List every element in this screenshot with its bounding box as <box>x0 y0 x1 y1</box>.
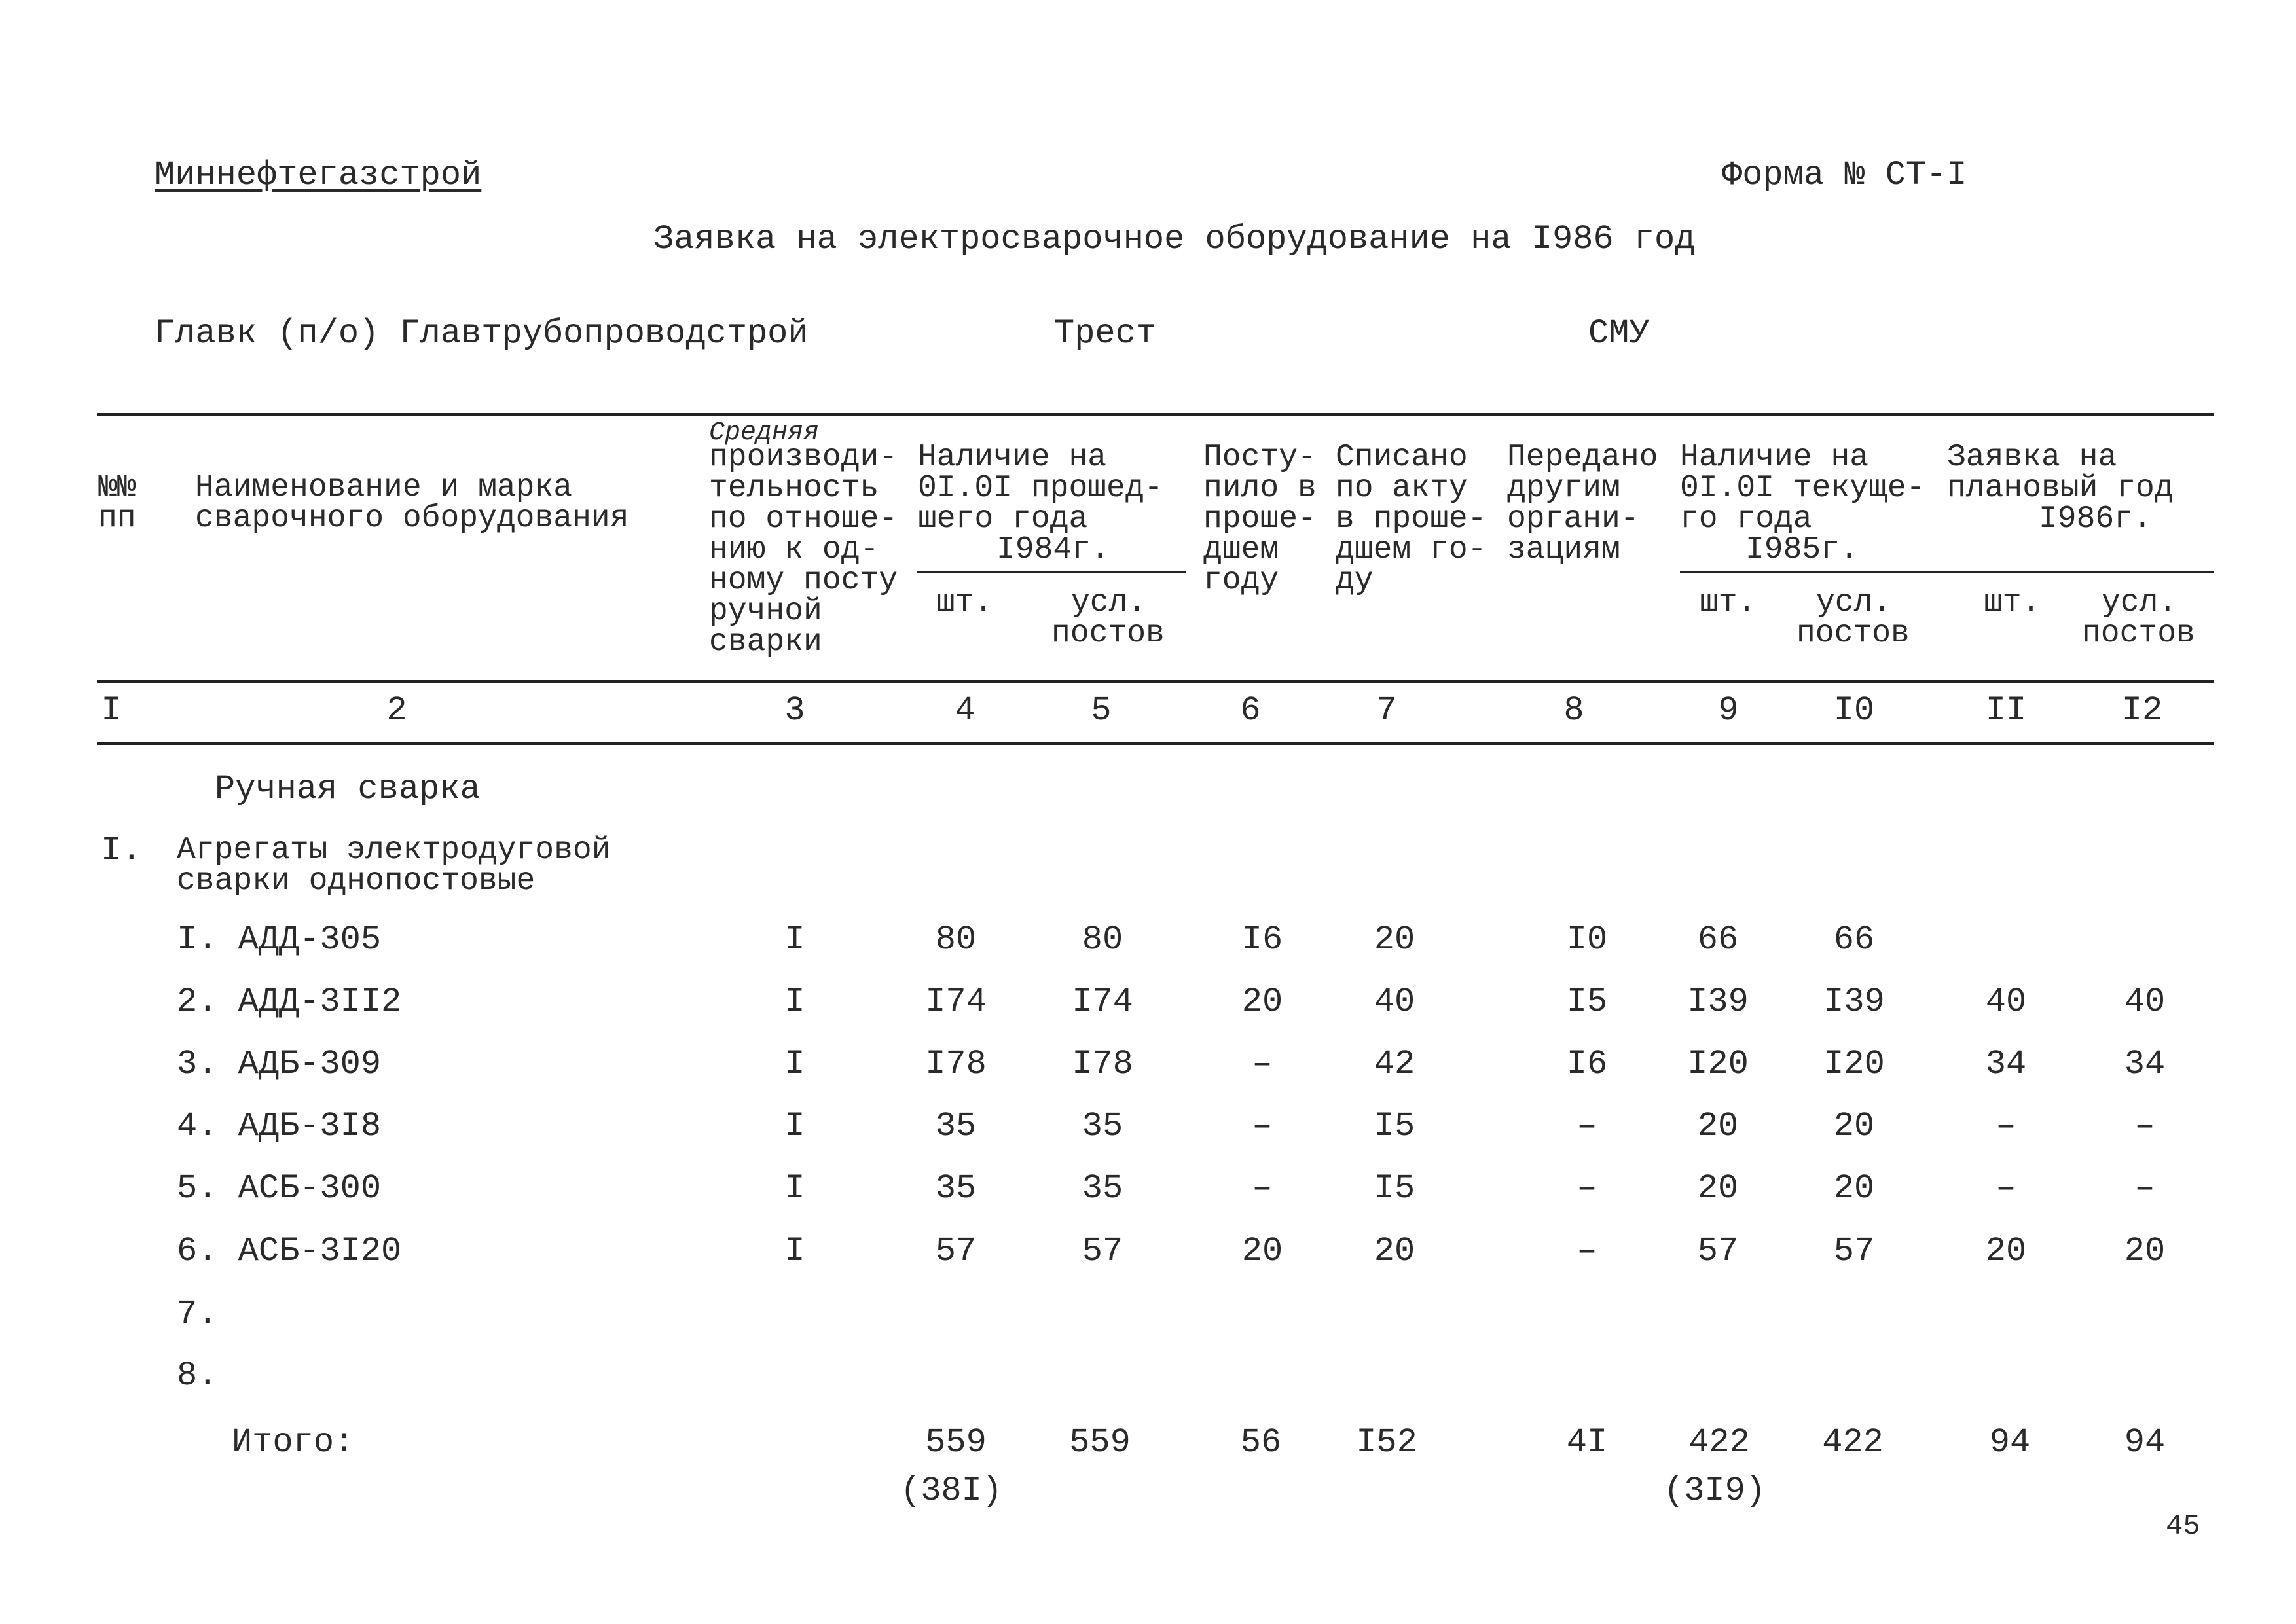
row-cell-c12: 40 <box>2124 983 2166 1021</box>
header-col910-group: Наличие на 0I.0I текуще- го года I985г. <box>1680 440 1925 568</box>
row-cell-c10: 20 <box>1833 1107 1875 1146</box>
glavk-label: Главк (п/о) Главтрубопроводстрой <box>155 314 809 353</box>
group-rule-col1112 <box>1947 571 2214 573</box>
header-col2: Наименование и марка сварочного оборудования <box>195 470 629 536</box>
total-c5: 559 <box>1069 1423 1131 1462</box>
header-col5-usl: усл. постов <box>1051 585 1165 651</box>
row-cell-c7: 40 <box>1374 983 1415 1021</box>
row-name: 6. АСБ-3I20 <box>177 1232 402 1271</box>
row-cell-c12: – <box>2134 1169 2155 1208</box>
row-cell-c4: 57 <box>935 1232 977 1271</box>
colnum-5: 5 <box>1091 691 1112 730</box>
header-col1112-group: Заявка на плановый год I986г. <box>1947 440 2174 537</box>
row-cell-c7: 20 <box>1374 1232 1415 1271</box>
row-cell-c7: I5 <box>1374 1169 1415 1208</box>
row-cell-c6: 20 <box>1241 1232 1283 1271</box>
colnum-6: 6 <box>1240 691 1261 730</box>
colnum-9: 9 <box>1718 691 1739 730</box>
row-cell-c6: – <box>1252 1107 1273 1146</box>
row-cell-c9: 20 <box>1697 1107 1739 1146</box>
row-cell-c7: I5 <box>1374 1107 1415 1146</box>
row-cell-c8: – <box>1576 1169 1597 1208</box>
header-col45-group: Наличие на 0I.0I прошед- шего года I984г. <box>918 440 1163 568</box>
colnum-10: I0 <box>1833 691 1875 730</box>
row-cell-c11: – <box>1995 1107 2016 1146</box>
colnum-8: 8 <box>1563 691 1584 730</box>
total-c9-sub: (3I9) <box>1664 1471 1766 1510</box>
row-name: 2. АДД-3II2 <box>177 983 402 1021</box>
row-cell-c5: 35 <box>1082 1107 1123 1146</box>
row-cell-c12: 34 <box>2124 1045 2166 1083</box>
row-cell-c12: – <box>2134 1107 2155 1146</box>
total-label: Итого: <box>232 1423 355 1462</box>
row-cell-c8: I6 <box>1566 1045 1608 1083</box>
header-bottom-rule <box>97 680 2214 683</box>
row-cell-c3: I <box>784 1107 805 1146</box>
page-title: Заявка на электросварочное оборудование на I986 год <box>653 220 1696 259</box>
trest-label: Трест <box>1054 314 1157 353</box>
row-cell-c3: I <box>784 1232 805 1271</box>
row-cell-c6: I6 <box>1241 920 1283 959</box>
total-c7: I52 <box>1356 1423 1417 1462</box>
row-cell-c12: 20 <box>2124 1232 2166 1271</box>
colnum-7: 7 <box>1376 691 1397 730</box>
header-col8: Передано другим органи- зациям <box>1507 440 1658 568</box>
ministry-name: Миннефтегазстрой <box>155 156 482 194</box>
total-c6: 56 <box>1240 1423 1282 1462</box>
colnum-1: I <box>101 691 122 730</box>
row-cell-c10: I20 <box>1823 1045 1885 1083</box>
form-number: Форма № СТ-I <box>1722 156 1967 194</box>
header-col9-sht: шт. <box>1700 585 1757 621</box>
row-cell-c11: 34 <box>1985 1045 2027 1083</box>
row-cell-c10: I39 <box>1823 983 1885 1021</box>
total-c10: 422 <box>1822 1423 1884 1462</box>
row-cell-c8: I0 <box>1566 920 1608 959</box>
row-name: 7. <box>177 1295 218 1333</box>
row-cell-c3: I <box>784 983 805 1021</box>
header-col7: Списано по акту в проше- дшем го- ду <box>1336 440 1487 598</box>
colnum-12: I2 <box>2121 691 2163 730</box>
row-cell-c6: 20 <box>1241 983 1283 1021</box>
row-cell-c7: 20 <box>1374 920 1415 959</box>
group-rule-col45 <box>917 571 1186 573</box>
row-cell-c8: – <box>1576 1232 1597 1271</box>
row-cell-c4: I74 <box>925 983 987 1021</box>
row-cell-c9: 57 <box>1697 1232 1739 1271</box>
row-cell-c11: 20 <box>1985 1232 2027 1271</box>
row-cell-c3: I <box>784 1045 805 1083</box>
header-col3: производи- тельность по отноше- нию к од- ному посту ручной сварки <box>709 440 898 660</box>
header-col4-sht: шт. <box>936 585 993 621</box>
row-name: 5. АСБ-300 <box>177 1169 382 1208</box>
total-c8: 4I <box>1566 1423 1608 1462</box>
header-col1: №№ пп <box>98 470 136 536</box>
row-cell-c5: 57 <box>1082 1232 1123 1271</box>
row-cell-c5: 35 <box>1082 1169 1123 1208</box>
row-cell-c11: – <box>1995 1169 2016 1208</box>
row-cell-c9: I39 <box>1687 983 1749 1021</box>
header-col11-sht: шт. <box>1984 585 2041 621</box>
smu-label: СМУ <box>1588 314 1650 353</box>
row-cell-c4: 35 <box>935 1107 977 1146</box>
row-cell-c5: I78 <box>1072 1045 1133 1083</box>
row-cell-c10: 66 <box>1833 920 1875 959</box>
table-top-rule <box>97 413 2214 416</box>
colnum-11: II <box>1985 691 2027 730</box>
section-title: Ручная сварка <box>215 770 481 808</box>
header-col10-usl: усл. постов <box>1796 585 1910 651</box>
row-name: 8. <box>177 1356 218 1395</box>
group-title: Агрегаты электродуговой сварки однопостовые <box>177 833 611 899</box>
page-mark: 45 <box>2166 1510 2200 1543</box>
colnum-2: 2 <box>386 691 407 730</box>
header-col3-small: Средняя <box>709 418 820 448</box>
row-cell-c10: 57 <box>1833 1232 1875 1271</box>
row-cell-c3: I <box>784 920 805 959</box>
header-col6: Посту- пило в проше- дшем году <box>1203 440 1317 598</box>
colnum-4: 4 <box>955 691 975 730</box>
row-name: I. АДД-305 <box>177 920 382 959</box>
colnum-3: 3 <box>784 691 805 730</box>
row-cell-c4: 80 <box>935 920 977 959</box>
row-cell-c8: – <box>1576 1107 1597 1146</box>
group-rule-col910 <box>1680 571 1950 573</box>
row-cell-c9: I20 <box>1687 1045 1749 1083</box>
row-cell-c6: – <box>1252 1169 1273 1208</box>
row-cell-c10: 20 <box>1833 1169 1875 1208</box>
total-c11: 94 <box>1989 1423 2031 1462</box>
row-cell-c9: 20 <box>1697 1169 1739 1208</box>
row-cell-c9: 66 <box>1697 920 1739 959</box>
colnum-bottom-rule <box>97 742 2214 745</box>
group-number: I. <box>101 831 142 870</box>
row-cell-c5: I74 <box>1072 983 1133 1021</box>
row-cell-c4: 35 <box>935 1169 977 1208</box>
header-col12-usl: усл. постов <box>2082 585 2195 651</box>
row-name: 4. АДБ-3I8 <box>177 1107 382 1146</box>
total-c9: 422 <box>1688 1423 1750 1462</box>
row-name: 3. АДБ-309 <box>177 1045 382 1083</box>
row-cell-c8: I5 <box>1566 983 1608 1021</box>
row-cell-c7: 42 <box>1374 1045 1415 1083</box>
row-cell-c11: 40 <box>1985 983 2027 1021</box>
row-cell-c6: – <box>1252 1045 1273 1083</box>
total-c12: 94 <box>2124 1423 2166 1462</box>
row-cell-c4: I78 <box>925 1045 987 1083</box>
row-cell-c3: I <box>784 1169 805 1208</box>
row-cell-c5: 80 <box>1082 920 1123 959</box>
total-c4-sub: (38I) <box>900 1471 1003 1510</box>
total-c4: 559 <box>925 1423 987 1462</box>
